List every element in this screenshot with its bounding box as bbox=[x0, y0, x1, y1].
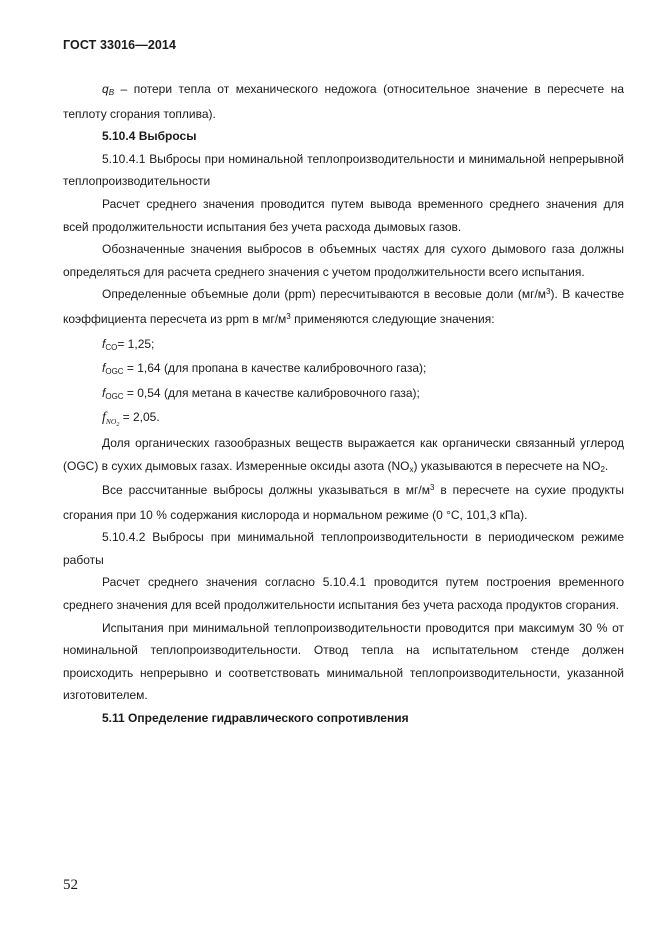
paragraph-calculated-emissions bbox=[63, 479, 624, 526]
factor-no2-value: = 2,05. bbox=[119, 410, 160, 425]
calc-emissions-text-b: в пересчете на сухие продукты сгорания при 10 % содержания кислорода и нормальном режиме (0 °С, 101,3 кПа). bbox=[63, 483, 625, 522]
section-heading-5-11: 5.11 Определение гидравлического сопротивления bbox=[102, 711, 409, 726]
factor-no2 bbox=[63, 406, 624, 432]
organic-text-a: Доля органических газообразных веществ выражается как органически связанный углерод (OGC) в сухих дымовых газах. Измеренные оксиды азота (NO bbox=[63, 435, 624, 473]
calc-emissions-text-a: Все рассчитанные выбросы должны указываться в мг/м bbox=[102, 483, 430, 498]
organic-text-b: ) указываются в пересчете на NO bbox=[413, 458, 601, 473]
paragraph-average-by-5-10-4-1: Расчет среднего значения согласно 5.10.4.1 проводится путем построения временного среднего значения для всей продолжительности испытания без учета расхода продуктов сгорания. bbox=[63, 575, 624, 613]
page-number: 52 bbox=[63, 877, 78, 893]
organic-text-c: . bbox=[604, 458, 609, 473]
factor-ogc-methane-symbol: f bbox=[102, 385, 106, 400]
section-heading-5-10-4: 5.10.4 Выбросы bbox=[102, 129, 197, 144]
ppm-sup-1: 3 bbox=[546, 287, 551, 297]
paragraph-5-10-4-2: 5.10.4.2 Выбросы при минимальной теплопроизводительности в периодическом режиме работы bbox=[63, 530, 624, 567]
nox-subscript: x bbox=[409, 464, 414, 474]
factor-ogc-methane-subscript: OGC bbox=[105, 391, 124, 401]
paragraph-organic-substances bbox=[63, 432, 624, 479]
factor-co-symbol: f bbox=[102, 336, 106, 351]
factor-no2-symbol: f bbox=[102, 410, 106, 426]
paragraph-qb-definition bbox=[63, 78, 624, 125]
factor-co-subscript: CO bbox=[105, 342, 118, 352]
qb-subscript: B bbox=[108, 88, 115, 97]
factor-co-value: = 1,25; bbox=[117, 336, 155, 351]
calc-emissions-sup: 3 bbox=[430, 483, 435, 493]
paragraph-average-calc: Расчет среднего значения проводится путем вывода временного среднего значения для всей продолжительности испытания без учета расхода дымовых газов. bbox=[63, 196, 624, 234]
ppm-sup-2: 3 bbox=[286, 311, 291, 321]
paragraph-5-10-4-1: 5.10.4.1 Выбросы при номинальной теплопроизводительности и минимальной непрерывной теплопроизводительности bbox=[63, 151, 624, 189]
factor-ogc-propane-subscript: OGC bbox=[105, 367, 124, 377]
factor-no2-subscript: NO bbox=[105, 417, 117, 427]
paragraph-ppm-conversion bbox=[63, 283, 624, 332]
factor-ogc-propane-value: = 1,64 (для пропана в качестве калибровочного газа); bbox=[123, 361, 427, 376]
factor-ogc-propane bbox=[63, 357, 624, 382]
factor-ogc-propane-symbol: f bbox=[102, 361, 106, 376]
ppm-text-b: ). В качестве коэффициента пересчета из ppm в мг/м bbox=[63, 287, 624, 326]
factor-no2-subsubscript: 2 bbox=[116, 422, 120, 429]
factor-ogc-methane bbox=[63, 382, 624, 407]
document-header: ГОСТ 33016—2014 bbox=[63, 38, 177, 52]
paragraph-emission-values: Обозначенные значения выбросов в объемных частях для сухого дымового газа должны определяться для расчета среднего значения с учетом продолжительности всего испытания. bbox=[63, 242, 624, 279]
ppm-text-c: применяются следующие значения: bbox=[290, 311, 495, 326]
ppm-text-a: Определенные объемные доли (ppm) пересчитываются в весовые доли (мг/м bbox=[102, 287, 547, 302]
factor-ogc-methane-value: = 0,54 (для метана в качестве калибровочного газа); bbox=[123, 385, 420, 400]
qb-text: – потери тепла от механического недожога (относительное значение в пересчете на теплоту сгорания топлива). bbox=[63, 82, 624, 121]
factor-co bbox=[63, 333, 624, 358]
paragraph-min-heat-tests: Испытания при минимальной теплопроизводительности проводится при максимум 30 % от номинальной теплопроизводительности. Отвод тепла на испытательном стенде должен происходить непрерывно и соответствовать минимальной теплопроизводительности, указанной изготовителем. bbox=[63, 620, 624, 703]
qb-symbol: q bbox=[102, 82, 109, 96]
document-body bbox=[63, 78, 624, 730]
no2-subscript: 2 bbox=[600, 464, 605, 474]
